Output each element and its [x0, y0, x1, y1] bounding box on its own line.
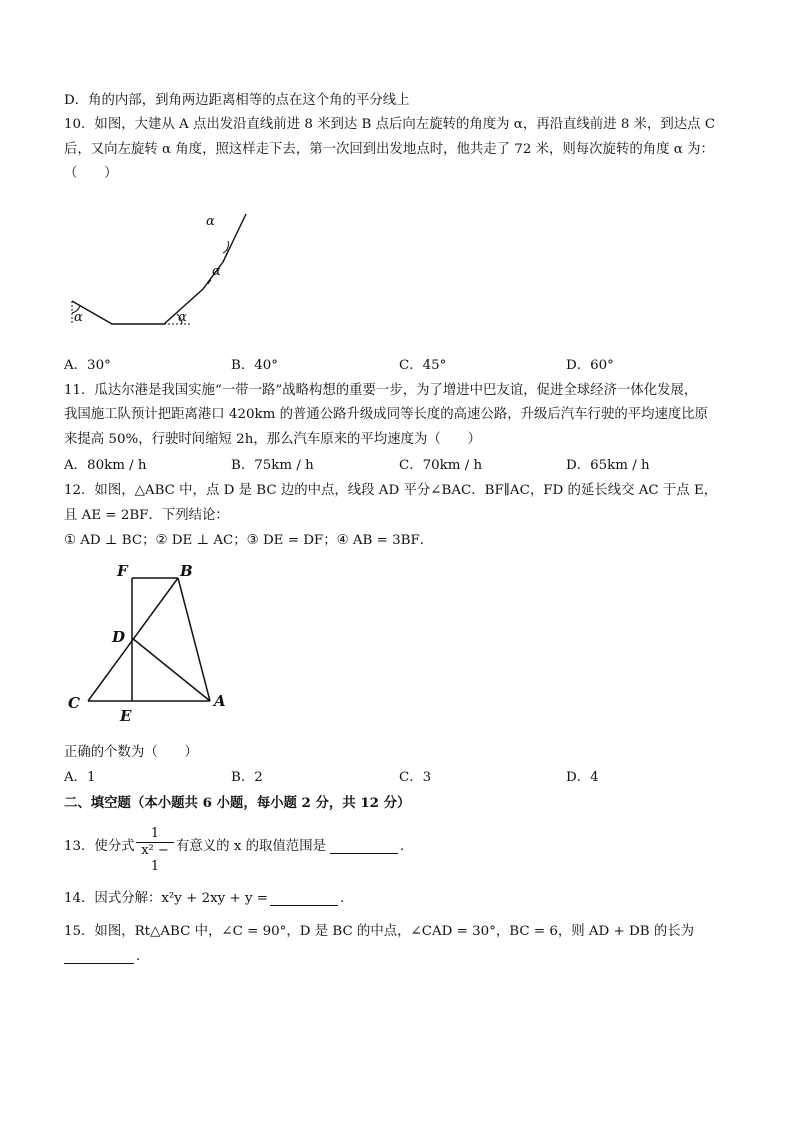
- q14-prefix: 14．因式分解：x²y + 2xy + y =: [64, 891, 269, 906]
- q15-end: .: [136, 949, 141, 964]
- q10-alpha-1: α: [74, 310, 83, 325]
- q10-alpha-2: α: [178, 310, 187, 325]
- q11-line2: 我国施工队预计把距离港口 420km 的普通公路升级成同等长度的高速公路，升级后汽车行驶的平均速度比原: [64, 407, 709, 422]
- q12-option-a: A．1: [64, 770, 96, 785]
- q12-label-e: E: [120, 707, 132, 725]
- q12-option-b: B．2: [231, 770, 263, 785]
- q12-question: 正确的个数为（ ）: [64, 745, 198, 760]
- q10-option-c: C．45°: [399, 358, 447, 373]
- q13-end: .: [400, 839, 405, 854]
- q11-option-d: D．65km / h: [566, 458, 650, 473]
- q15-answer-blank[interactable]: [64, 949, 134, 964]
- q14-end: .: [340, 891, 345, 906]
- q13-suffix: 有意义的 x 的取值范围是: [176, 839, 326, 854]
- q12-label-d: D: [112, 628, 126, 646]
- q11-line3: 来提高 50%，行驶时间缩短 2h，那么汽车原来的平均速度为（ ）: [64, 432, 481, 447]
- section2-title: 二、填空题（本小题共 6 小题，每小题 2 分，共 12 分）: [64, 795, 411, 811]
- q14-answer-blank[interactable]: [270, 891, 338, 906]
- q10-figure: [60, 205, 260, 335]
- q12-line1: 12．如图，△ABC 中，点 D 是 BC 边的中点，线段 AD 平分∠BAC．BF∥AC，FD 的延长线交 AC 于点 E，: [64, 483, 718, 498]
- q11-option-c: C．70km / h: [399, 458, 483, 473]
- q10-option-a: A．30°: [64, 358, 111, 373]
- q11-option-b: B．75km / h: [231, 458, 314, 473]
- q12-line2: 且 AE = 2BF．下列结论：: [64, 508, 229, 523]
- q15-line1: 15．如图，Rt△ABC 中，∠C = 90°，D 是 BC 的中点，∠CAD = 30°，BC = 6，则 AD + DB 的长为: [64, 924, 695, 939]
- q12-label-c: C: [68, 694, 80, 712]
- q12-label-a: A: [214, 692, 226, 710]
- q12-segment-ba: [178, 578, 210, 701]
- q12-label-f: F: [117, 562, 128, 580]
- q12-line3: ① AD ⊥ BC；② DE ⊥ AC；③ DE = DF；④ AB = 3BF．: [64, 533, 434, 548]
- q12-label-b: B: [180, 562, 193, 580]
- q13-prefix: 13．使分式: [64, 839, 135, 854]
- q10-line3: （ ）: [64, 166, 118, 181]
- q10-alpha-4: α: [206, 214, 215, 229]
- q12-option-d: D．4: [566, 770, 599, 785]
- q13-numerator: 1: [150, 826, 160, 841]
- q10-alpha-3: α: [212, 264, 221, 279]
- q13-answer-blank[interactable]: [330, 839, 398, 854]
- q13-fraction: [136, 826, 174, 875]
- q10-option-b: B．40°: [231, 358, 278, 373]
- q12-segment-da: [132, 638, 210, 701]
- q10-option-d: D．60°: [566, 358, 614, 373]
- q11-line1: 11．瓜达尔港是我国实施“一带一路”战略构想的重要一步，为了增进中巴友谊，促进全球经济一体化发展，: [64, 383, 698, 398]
- q12-option-c: C．3: [399, 770, 432, 785]
- q11-option-a: A．80km / h: [64, 458, 147, 473]
- q13-denominator: x² − 1: [136, 842, 174, 875]
- q9-option-d: D．角的内部，到角两边距离相等的点在这个角的平分线上: [64, 93, 410, 108]
- q10-line1: 10．如图，大建从 A 点出发沿直线前进 8 米到达 B 点后向左旋转的角度为 α，再沿直线前进 8 米，到达点 C: [64, 117, 716, 132]
- q12-figure: [60, 560, 250, 725]
- q10-line2: 后，又向左旋转 α 角度，照这样走下去，第一次回到出发地点时，他共走了 72 米，则每次旋转的角度 α 为：: [64, 142, 714, 157]
